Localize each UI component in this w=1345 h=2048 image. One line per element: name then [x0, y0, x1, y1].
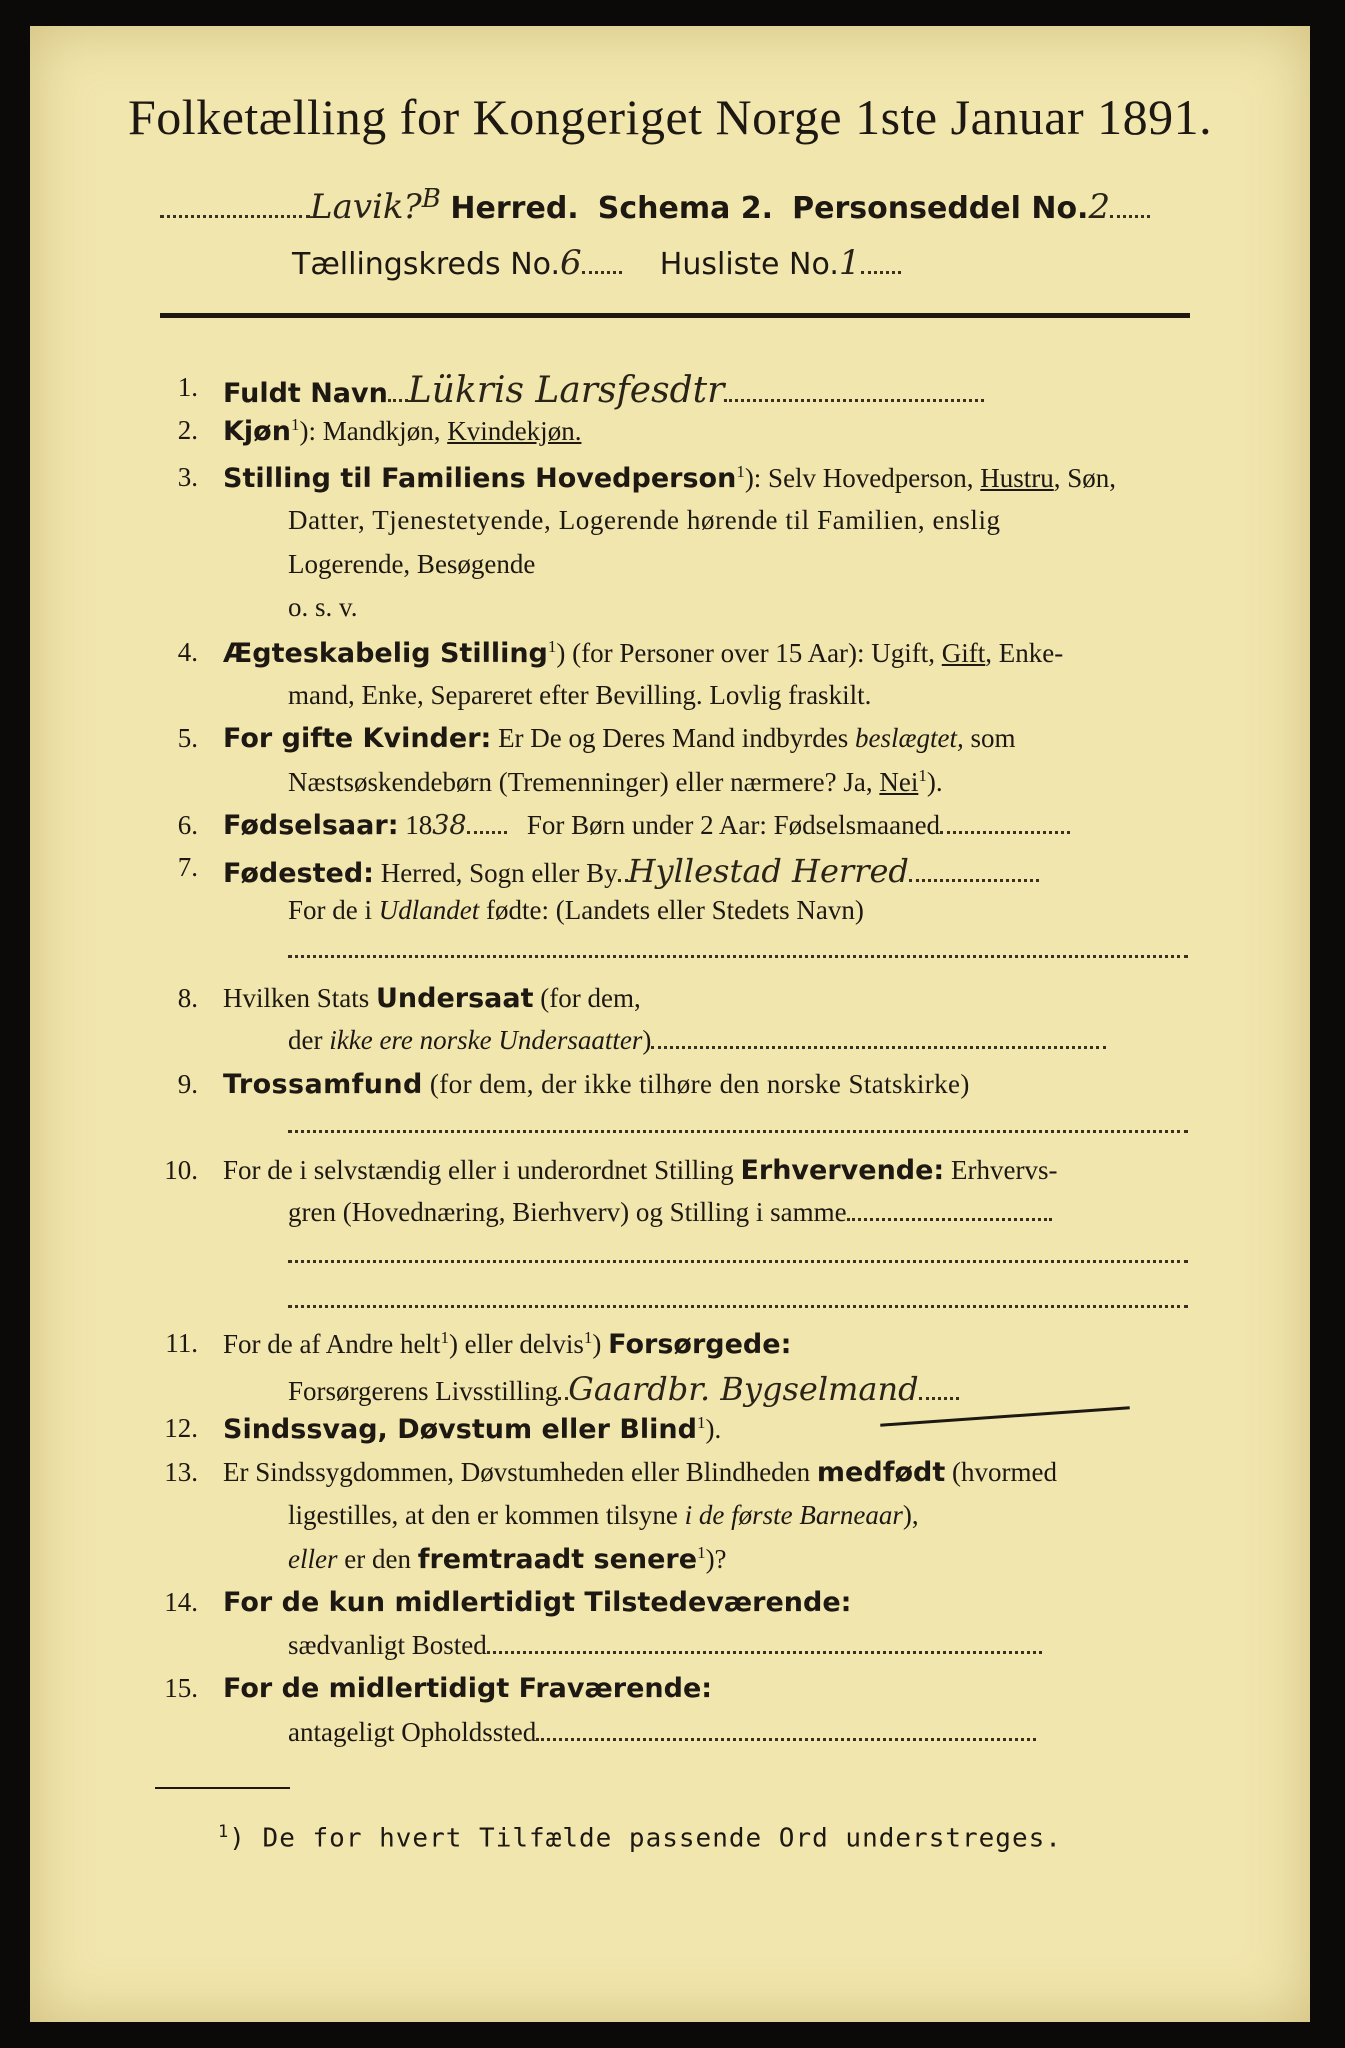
item-11-line2: Forsørgerens Livsstilling Gaardbr. Bygselmand: [288, 1370, 959, 1408]
item-11-provider-handwriting: Gaardbr. Bygselmand: [568, 1370, 919, 1408]
kreds-label: Tællingskreds No.: [292, 247, 560, 282]
item-3-line4: o. s. v.: [288, 592, 358, 622]
item-4-line1: Ægteskabelig Stilling$^1$) (for Personer over 15 Aar): Ugift, Gift, Enke-: [223, 637, 1064, 669]
footnote: $^1$) De for hvert Tilfælde passende Ord understreges.: [218, 1822, 1062, 1854]
item-9-number: 9.: [177, 1069, 198, 1099]
item-10-blank-line-2: [288, 1305, 1188, 1308]
item-7-label: Fødested:: [223, 858, 374, 889]
item-7-birthplace: Fødested: Herred, Sogn eller By Hyllestad Herred: [223, 852, 1039, 890]
kreds-number: 6: [560, 243, 582, 283]
item-6-number: 6.: [177, 810, 198, 840]
item-9-blank-line: [288, 1130, 1188, 1133]
item-6-label: Fødselsaar:: [223, 810, 399, 841]
husliste-number: 1: [838, 243, 861, 283]
item-2-gender: Kjøn$^1$): Mandkjøn, Kvindekjøn.: [223, 415, 582, 447]
herred-label: Herred.: [450, 191, 579, 226]
item-10-line2: gren (Hovednæring, Bierhverv) og Stilling i samme: [288, 1197, 1052, 1228]
item-14-line2: sædvanligt Bosted: [288, 1630, 1042, 1661]
item-12-label: Sindssvag, Døvstum eller Blind: [223, 1414, 697, 1445]
herred-line: [160, 184, 1150, 227]
item-15-line1: [223, 1673, 712, 1704]
item-4-gift-underlined: Gift: [941, 638, 986, 668]
item-2-number: 2.: [177, 415, 198, 445]
item-5-line1: For gifte Kvinder: Er De og Deres Mand indbyrdes beslægtet, som: [223, 723, 1016, 754]
item-7-blank-line: [288, 955, 1188, 958]
header-rule: [160, 313, 1190, 318]
item-9-religion: Trossamfund (for dem, der ikke tilhøre den norske Statskirke): [223, 1069, 970, 1100]
item-9-label: Trossamfund: [223, 1069, 423, 1100]
item-15-number: 15.: [164, 1673, 198, 1703]
item-4-line2: mand, Enke, Separeret efter Bevilling. Lovlig fraskilt.: [288, 680, 872, 710]
item-7-line2: For de i Udlandet fødte: (Landets eller Stedets Navn): [288, 895, 864, 925]
item-13-line2: ligestilles, at den er kommen tilsyne i de første Barneaar),: [288, 1500, 919, 1530]
item-8-label: Undersaat: [376, 983, 534, 1014]
item-15-label: For de midlertidigt Fraværende:: [223, 1673, 713, 1704]
item-12-number: 12.: [164, 1413, 198, 1443]
item-14-label: For de kun midlertidigt Tilstedeværende:: [223, 1587, 852, 1618]
item-6-birth-year: Fødselsaar: 1838 For Børn under 2 Aar: Fødselsmaaned: [223, 810, 1070, 841]
item-3-hustru-underlined: Hustru: [980, 463, 1054, 493]
item-10-number: 10.: [164, 1155, 198, 1185]
item-3-number: 3.: [177, 462, 198, 492]
schema-label: Schema 2.: [597, 191, 774, 226]
item-5-line2: Næstsøskendebørn (Tremenninger) eller nærmere? Ja, Nei$^1$).: [288, 766, 943, 797]
item-8-line1: Hvilken Stats Undersaat (for dem,: [223, 983, 641, 1014]
item-11-line1: For de af Andre helt$^1$) eller delvis$^1$) Forsørgede:: [223, 1328, 792, 1360]
kreds-line: [292, 243, 901, 283]
form-title: Folketælling for Kongeriget Norge 1ste Januar 1891.: [128, 89, 1213, 145]
item-11-number: 11.: [165, 1328, 198, 1358]
item-4-number: 4.: [177, 637, 198, 667]
item-6-year-handwriting: 38: [432, 810, 467, 841]
item-10-label: Erhvervende:: [740, 1155, 945, 1186]
item-1-label: Fuldt Navn: [223, 378, 388, 409]
item-5-number: 5.: [177, 723, 198, 753]
herred-handwriting-b: B: [421, 184, 441, 214]
item-13-line3: eller er den fremtraadt senere$^1$)?: [288, 1543, 727, 1575]
herred-handwriting: Lavik?: [310, 187, 422, 227]
item-5-nei-underlined: Nei: [879, 767, 919, 797]
item-1-name-handwriting: Lükris Larsfesdtr: [407, 370, 725, 411]
item-3-line2: Datter, Tjenestetyende, Logerende hørende til Familien, enslig: [288, 505, 1001, 535]
item-2-kvindekjon-underlined: Kvindekjøn.: [447, 416, 582, 446]
item-4-label: Ægteskabelig Stilling: [223, 638, 548, 669]
item-13-number: 13.: [164, 1457, 198, 1487]
husliste-label: Husliste No.: [659, 247, 839, 282]
item-1-number: 1.: [177, 372, 198, 402]
item-5-label: For gifte Kvinder:: [223, 723, 492, 754]
footnote-rule: [155, 1787, 290, 1789]
item-7-place-handwriting: Hyllestad Herred: [627, 852, 909, 890]
item-8-number: 8.: [177, 983, 198, 1013]
item-11-label: Forsørgede:: [608, 1329, 792, 1360]
item-15-line2: antageligt Opholdssted: [288, 1717, 1036, 1748]
item-3-label: Stilling til Familiens Hovedperson: [223, 463, 737, 494]
item-10-line1: For de i selvstændig eller i underordnet Stilling Erhvervende: Erhvervs-: [223, 1155, 1058, 1186]
item-7-number: 7.: [177, 852, 198, 882]
item-10-blank-line-1: [288, 1260, 1188, 1263]
item-3-line3: Logerende, Besøgende: [288, 549, 536, 579]
item-13-label: medfødt: [816, 1457, 946, 1488]
item-3-line1: Stilling til Familiens Hovedperson$^1$): Selv Hovedperson, Hustru, Søn,: [223, 462, 1117, 494]
item-12-disability: Sindssvag, Døvstum eller Blind$^1$).: [223, 1413, 722, 1445]
personseddel-label: Personseddel No.: [792, 191, 1089, 226]
item-8-line2: der ikke ere norske Undersaatter): [288, 1025, 1106, 1056]
personseddel-number: 2: [1088, 187, 1111, 227]
item-2-label: Kjøn: [223, 416, 291, 447]
item-14-line1: [223, 1587, 851, 1618]
item-13-line1: Er Sindssygdommen, Døvstumheden eller Blindheden medfødt (hvormed: [223, 1457, 1057, 1488]
item-14-number: 14.: [164, 1587, 198, 1617]
item-1-full-name: [223, 370, 984, 411]
